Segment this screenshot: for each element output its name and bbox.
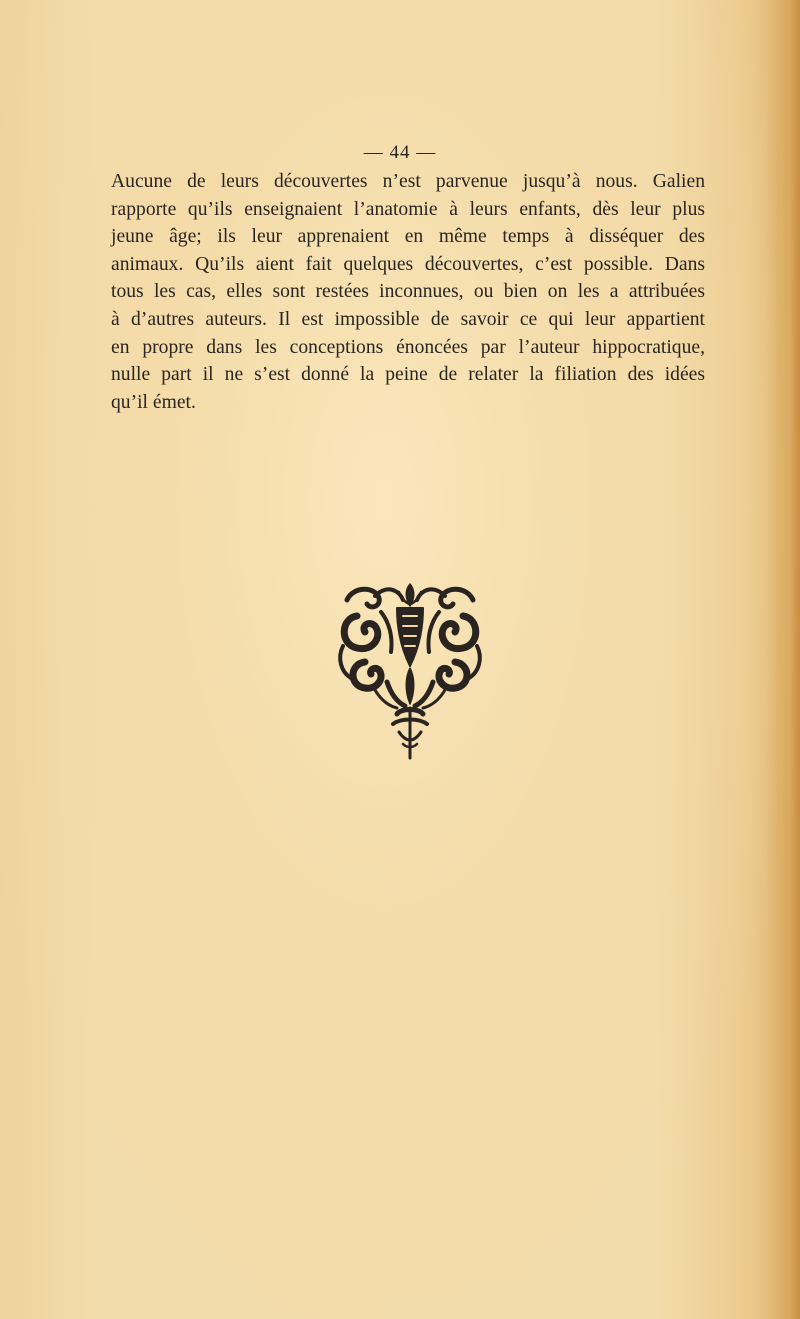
text-line: animaux. Qu’ils aient fait quelques découvertes, c’est possible. Dans	[111, 253, 705, 275]
text-line: tous les cas, elles sont restées inconnues, ou bien on les a attribuées	[111, 281, 705, 303]
text-line: à d’autres auteurs. Il est impossible de savoir ce qui leur appartient	[111, 308, 705, 330]
text-line: nulle part il ne s’est donné la peine de relater la filiation des idées	[111, 364, 705, 386]
text-line: en propre dans les conceptions énoncées par l’auteur hippocratique,	[111, 336, 705, 358]
text-line: Aucune de leurs découvertes n’est parvenue jusqu’à nous. Galien	[111, 171, 705, 192]
paragraph	[111, 168, 705, 416]
text-line: rapporte qu’ils enseignaient l’anatomie à leurs enfants, dès leur plus	[111, 198, 705, 220]
page-edge-shadow	[766, 0, 800, 1319]
text-line: jeune âge; ils leur apprenaient en même temps à disséquer des	[111, 226, 705, 248]
tailpiece-ornament-icon	[335, 582, 485, 762]
page-number: — 44 —	[363, 142, 437, 163]
text-line: qu’il émet.	[111, 391, 196, 413]
